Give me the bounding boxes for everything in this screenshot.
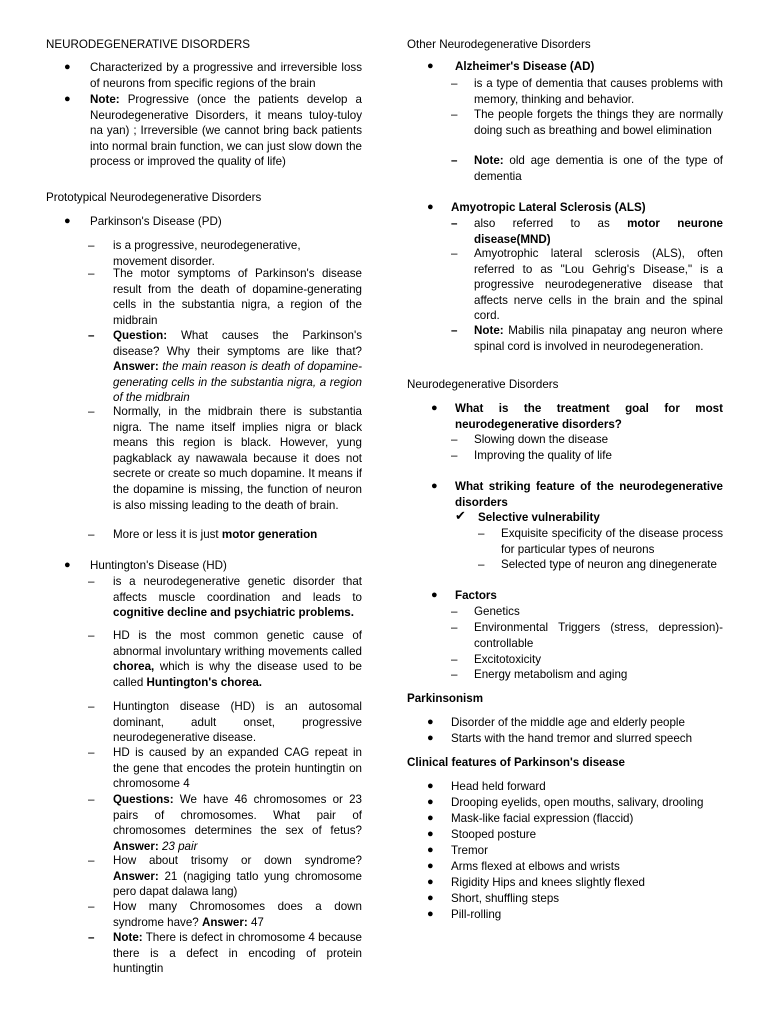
ad-item-text: is a type of dementia that causes problems with memory, thinking and behavior. [474, 77, 723, 106]
answer-label: Answer: [113, 360, 159, 374]
section-heading: Prototypical Neurodegenerative Disorders [46, 191, 262, 204]
checkmark-icon: ✔ [455, 508, 466, 523]
chorea-term: chorea, [113, 660, 155, 674]
answer-label: Answer: [113, 869, 159, 883]
ad-heading-text: Alzheimer's Disease (AD) [455, 60, 595, 73]
section-heading: Other Neurodegenerative Disorders [407, 38, 591, 51]
dash-icon: – [88, 239, 95, 252]
striking-item-text: Selected type of neuron ang dinegenerate [501, 558, 717, 571]
striking-item-text: Exquisite specificity of the disease process for particular types of neurons [501, 527, 723, 556]
question-label: Question: [113, 329, 168, 342]
note-text: old age dementia is one of the type of dementia [474, 154, 723, 183]
bullet-icon: ● [64, 61, 71, 73]
factor-item-text: Environmental Triggers (stress, depression)- controllable [474, 621, 723, 650]
clinical-item-text: Head held forward [451, 780, 546, 793]
dash-icon: – [88, 528, 95, 541]
page-title-text: NEURODEGENERATIVE DISORDERS [46, 38, 250, 51]
ad-item-text: The people forgets the things they are normally doing such as breathing and bowel elimination [474, 108, 723, 137]
dash-icon: – [88, 900, 95, 913]
answer-text: 21 (nagiging tatlo yung chromosome pero dapat dalawa lang) [113, 869, 362, 899]
dash-icon: – [451, 653, 458, 666]
ad-note-text [474, 153, 723, 184]
pd-item-5-text: More or less it is just [113, 528, 219, 541]
als-note-text [474, 323, 723, 354]
dash-icon: – [451, 621, 458, 634]
goal-question-text: What is the treatment goal for most neurodegenerative disorders? [455, 402, 723, 431]
bullet-icon: ● [427, 812, 434, 824]
hd-item5-text: We have 46 chromosomes or 23 pairs of chromosomes. What pair of chromosomes determines the sex of fetus? [113, 793, 362, 838]
clinical-item-text: Short, shuffling steps [451, 892, 560, 905]
hd-item-text [113, 853, 362, 900]
dash-icon: – [451, 154, 458, 167]
bullet-icon: ● [431, 589, 438, 601]
note-label: Note: [113, 931, 143, 944]
hd-heading-text: Huntington's Disease (HD) [90, 559, 227, 572]
dash-icon: – [88, 575, 95, 588]
dash-icon: – [451, 324, 458, 337]
clinical-item-text: Stooped posture [451, 828, 537, 841]
hd-item2b: which is why the disease used to be called [113, 660, 362, 689]
bullet-icon: ● [427, 780, 434, 792]
als-heading-text: Amyotropic Lateral Sclerosis (ALS) [451, 201, 646, 214]
intro-text-2 [90, 92, 362, 170]
motor-generation: motor generation [221, 528, 318, 541]
note-text: Progressive (once the patients develop a Neurodegenerative Disorders, it means tuloy-tuloy na yan) ; Irreversible (we cannot bring back patients into normal brain function, we can just slow down the process or improved the quality of life) [90, 93, 362, 169]
dash-icon: – [451, 108, 458, 121]
note-label: Note: [474, 154, 504, 167]
hd-item-text [113, 792, 362, 854]
dash-icon: – [451, 77, 458, 90]
factor-item-text: Excitotoxicity [474, 653, 542, 666]
other-heading [407, 37, 723, 53]
question-text: What causes the Parkinson's disease? Why their symptoms are like that? [113, 329, 362, 358]
pd-item-text: Normally, in the midbrain there is substantia nigra. The name itself implies nigra or black means this region is black. However, yung pagkablack ay nawawala because it does not secrete or create so much dopamine. It means if the dopamine is missing, the function of neuron is also missing leading to the death of brain. [113, 405, 362, 512]
clinical-item-text: Pill-rolling [451, 908, 502, 921]
dash-icon: – [451, 217, 458, 230]
pd-item-text [113, 527, 362, 543]
bullet-icon: ● [427, 796, 434, 808]
als-item1-text: also referred to as [474, 217, 610, 230]
bullet-icon: ● [64, 215, 71, 227]
note-label: Note: [90, 93, 120, 106]
pd-heading-text: Parkinson's Disease (PD) [90, 215, 222, 228]
mnd-term: motor neurone disease(MND) [474, 217, 723, 246]
dash-icon: – [478, 558, 485, 571]
als-item-text [474, 216, 723, 247]
bullet-icon: ● [427, 892, 434, 904]
answer-text: 23 pair [161, 839, 198, 853]
dash-icon: – [88, 793, 95, 806]
dash-icon: – [88, 629, 95, 642]
parkinsonism-heading [407, 691, 723, 707]
prototypical-heading [46, 190, 362, 206]
clinical-item-text: Mask-like facial expression (flaccid) [451, 812, 634, 825]
goal-item-text: Slowing down the disease [474, 433, 609, 446]
dash-icon: – [88, 267, 95, 280]
nd-heading [407, 377, 723, 393]
hd-item-text: Huntington disease (HD) is an autosomal dominant, adult onset, progressive neurodegenerative disease. [113, 700, 362, 745]
clinical-item-text: Tremor [451, 844, 488, 857]
factor-item-text: Energy metabolism and aging [474, 668, 628, 681]
clinical-heading [407, 755, 723, 771]
huntingtons-chorea-term: Huntington's chorea. [146, 675, 263, 689]
page-title [46, 37, 362, 53]
striking-question-text: What striking feature of the neurodegenerative disorders [455, 480, 723, 509]
dash-icon: – [88, 854, 95, 867]
factor-item-text: Genetics [474, 605, 520, 618]
bullet-icon: ● [431, 402, 438, 414]
bullet-icon: ● [64, 93, 71, 105]
clinical-item-text: Rigidity Hips and knees slightly flexed [451, 876, 645, 889]
goal-item-text: Improving the quality of life [474, 449, 612, 462]
selective-vulnerability: Selective vulnerability [478, 511, 600, 524]
bullet-icon: ● [427, 201, 434, 213]
dash-icon: – [451, 605, 458, 618]
note-label: Note: [474, 324, 504, 337]
section-heading: Parkinsonism [407, 692, 484, 705]
dash-icon: – [478, 527, 485, 540]
dash-icon: – [88, 746, 95, 759]
bullet-icon: ● [427, 860, 434, 872]
dash-icon: – [88, 931, 95, 944]
hd-item7-text: How many Chromosomes does a down syndrome have? [113, 900, 362, 929]
hd-item-text [113, 628, 362, 690]
questions-label: Questions: [113, 793, 174, 806]
hd-item-text [113, 930, 362, 977]
clinical-item-text: Arms flexed at elbows and wrists [451, 860, 620, 873]
intro-text-1: Characterized by a progressive and irreversible loss of neurons from specific regions of the brain [90, 61, 362, 90]
hd-item1-text: is a neurodegenerative genetic disorder that affects muscle coordination and leads to [113, 575, 362, 604]
dash-icon: – [451, 449, 458, 462]
hd-item-text [113, 899, 362, 930]
note-text: Mabilis nila pinapatay ang neuron where spinal cord is involved in neurodegeneration. [474, 324, 723, 353]
answer-label: Answer: [113, 839, 159, 853]
bullet-icon: ● [427, 732, 434, 744]
hd-item1-bold: cognitive decline and psychiatric problems. [113, 606, 354, 620]
factors-heading-text: Factors [455, 589, 497, 602]
hd-item6-text: How about trisomy or down syndrome? [113, 854, 362, 867]
hd-item-text: HD is caused by an expanded CAG repeat in the gene that encodes the protein huntingtin on chromosome 4 [113, 746, 362, 791]
bullet-icon: ● [427, 876, 434, 888]
bullet-icon: ● [427, 60, 434, 72]
section-heading: Clinical features of Parkinson's disease [407, 756, 625, 769]
answer-label: Answer: [201, 915, 248, 929]
bullet-icon: ● [431, 480, 438, 492]
als-item-text: Amyotrophic lateral sclerosis (ALS), often referred to as "Lou Gehrig's Disease," is a progressive neurodegenerative disease that affects nerve cells in the brain and the spinal cord. [474, 247, 723, 323]
dash-icon: – [451, 247, 458, 260]
dash-icon: – [451, 433, 458, 446]
parkinsonism-item-text: Disorder of the middle age and elderly people [451, 716, 685, 729]
bullet-icon: ● [427, 716, 434, 728]
answer-text: the main reason is death of dopamine-generating cells in the substantia nigra, a region of the midbrain [113, 360, 362, 405]
pd-item-text: is a progressive, neurodegenerative, movement disorder. [113, 239, 301, 268]
bullet-icon: ● [427, 828, 434, 840]
section-heading: Neurodegenerative Disorders [407, 378, 559, 391]
bullet-icon: ● [64, 559, 71, 571]
clinical-item-text: Drooping eyelids, open mouths, salivary, drooling [451, 796, 704, 809]
hd-item-text [113, 574, 362, 621]
parkinsonism-item-text: Starts with the hand tremor and slurred speech [451, 732, 693, 745]
pd-item-text: The motor symptoms of Parkinson's disease result from the death of dopamine-generating cells in the substantia nigra, a region of the midbrain [113, 267, 362, 327]
dash-icon: – [88, 405, 95, 418]
bullet-icon: ● [427, 908, 434, 920]
pd-item-text [113, 328, 362, 406]
answer-text: 47 [250, 915, 264, 929]
dash-icon: – [88, 700, 95, 713]
hd-item2a: HD is the most common genetic cause of abnormal involuntary writhing movements called [113, 629, 362, 658]
dash-icon: – [451, 668, 458, 681]
hd-item8-text: There is defect in chromosome 4 because there is a defect in encoding of protein huntingtin [113, 931, 363, 976]
bullet-icon: ● [427, 844, 434, 856]
dash-icon: – [88, 329, 95, 342]
